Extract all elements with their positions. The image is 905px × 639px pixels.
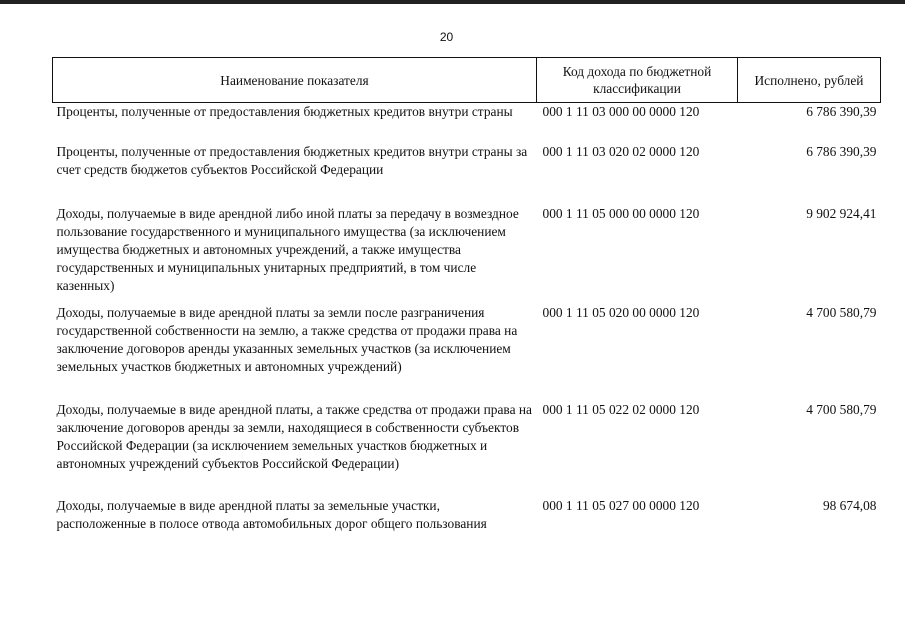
row-indicator-name: Доходы, получаемые в виде арендной платы за земельные участки, расположенные в полосе отвода автомобильных дорог общего пользования [56, 497, 487, 531]
row-indicator-name: Доходы, получаемые в виде арендной платы, а также средства от продажи права на заключение договоров аренды за земли, находящиеся в собственности субъектов Российской Федерации (за исключением земельных участков бюджетных и автономных учреждений субъектов Российской Федерации) [56, 401, 532, 471]
row-indicator-name: Проценты, полученные от предоставления бюджетных кредитов внутри страны [56, 104, 513, 119]
row-amount: 4 700 580,79 [806, 304, 877, 320]
row-amount: 4 700 580,79 [806, 401, 877, 417]
row-indicator-name: Доходы, получаемые в виде арендной либо иной платы за передачу в возмездное пользование государственного и муниципального имущества (за исключением имущества бюджетных и автономных учреждений, а также имущества государственных и муниципальных унитарных предприятий, в том числе казенных) [56, 205, 519, 293]
row-revenue-code: 000 1 11 05 000 00 0000 120 [542, 205, 700, 221]
row-revenue-code: 000 1 11 03 000 00 0000 120 [542, 104, 700, 119]
revenue-table [52, 57, 881, 557]
header-indicator-name: Наименование показателя [53, 58, 537, 103]
row-amount: 6 786 390,39 [806, 104, 877, 119]
row-indicator-name: Доходы, получаемые в виде арендной платы за земли после разграничения государственной собственности на землю, а также средства от продажи права на заключение договоров аренды указанных земельных участков (за исключением земельных участков бюджетных и автономных учреждений) [56, 304, 518, 374]
table-row [53, 143, 881, 205]
table-row [53, 304, 881, 401]
top-border-line [0, 0, 905, 4]
header-revenue-code: Код дохода по бюджетной классификации [537, 58, 738, 103]
row-amount: 9 902 924,41 [806, 205, 877, 221]
table-row [53, 497, 881, 557]
table-row [53, 401, 881, 497]
page-number: 20 [439, 30, 454, 44]
row-revenue-code: 000 1 11 03 020 02 0000 120 [542, 143, 700, 159]
header-amount-executed: Исполнено, рублей [738, 58, 881, 103]
row-revenue-code: 000 1 11 05 027 00 0000 120 [542, 497, 700, 513]
table-header-row [53, 58, 881, 103]
table-row [53, 103, 881, 143]
row-revenue-code: 000 1 11 05 020 00 0000 120 [542, 304, 700, 320]
row-indicator-name: Проценты, полученные от предоставления бюджетных кредитов внутри страны за счет средств бюджетов субъектов Российской Федерации [56, 143, 528, 177]
table-row [53, 205, 881, 304]
row-revenue-code: 000 1 11 05 022 02 0000 120 [542, 401, 700, 417]
row-amount: 6 786 390,39 [806, 143, 877, 159]
row-amount: 98 674,08 [822, 497, 877, 513]
